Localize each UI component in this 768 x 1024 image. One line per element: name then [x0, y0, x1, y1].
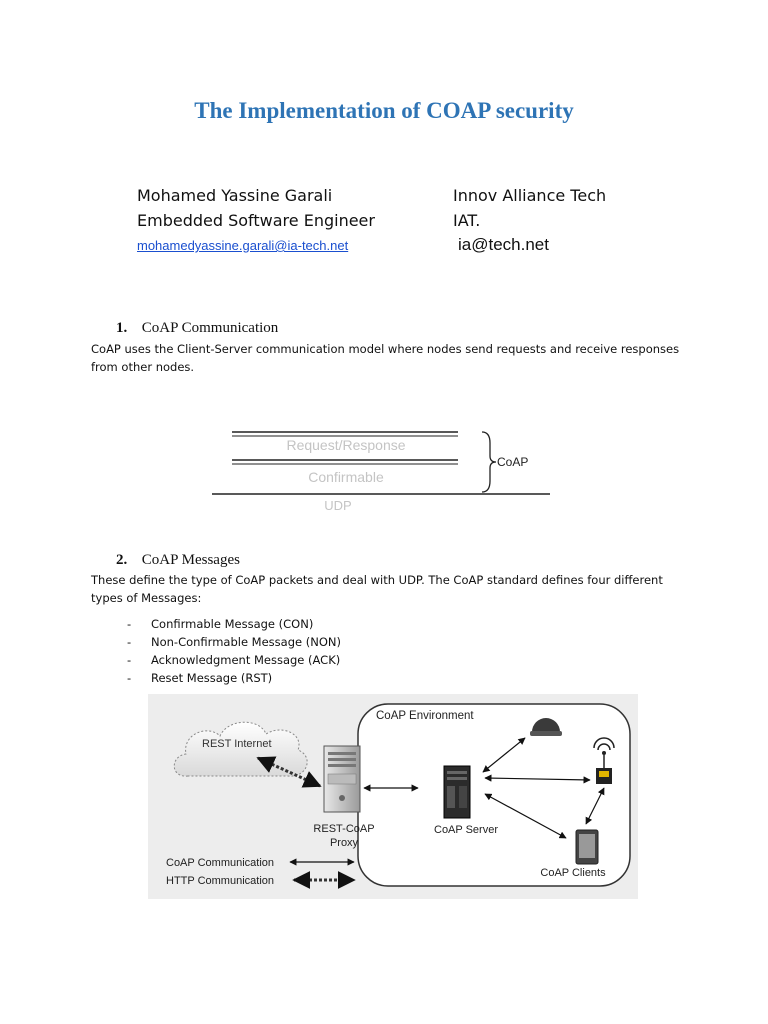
coap-stack-figure [210, 410, 555, 530]
legend-coap-label: CoAP Communication [166, 857, 275, 869]
legend-http-label: HTTP Communication [166, 875, 274, 887]
list-item [127, 651, 341, 669]
layer-udp: UDP [324, 498, 352, 513]
list-bullet: - [127, 671, 132, 685]
list-item [127, 669, 341, 687]
list-item-rst: Reset Message (RST) [151, 671, 273, 685]
rest-internet-label: REST Internet [202, 738, 272, 750]
organization-short: IAT. [453, 211, 481, 230]
list-bullet: - [127, 653, 132, 667]
list-bullet: - [127, 617, 132, 631]
tablet-client-icon [576, 830, 598, 864]
list-item-con: Confirmable Message (CON) [151, 617, 314, 631]
section-1-number: 1. [116, 320, 128, 336]
list-bullet: - [127, 635, 132, 649]
coap-clients-label: CoAP Clients [540, 867, 606, 879]
organization-email: ia@tech.net [458, 235, 549, 254]
list-item [127, 615, 341, 633]
author-role: Embedded Software Engineer [137, 211, 375, 230]
author-name: Mohamed Yassine Garali [137, 186, 333, 205]
section-1-body: CoAP uses the Client-Server communication model where nodes send requests and receive responses from other nodes. [91, 342, 680, 374]
section-1-heading [116, 320, 278, 337]
section-1-title: CoAP Communication [141, 320, 279, 336]
document-title: The Implementation of COAP security [194, 98, 574, 123]
layer-request-response: Request/Response [286, 437, 406, 453]
list-item-ack: Acknowledgment Message (ACK) [151, 653, 341, 667]
layer-messages: Confirmable [308, 469, 384, 485]
section-2-body: These define the type of CoAP packets and deal with UDP. The CoAP standard defines four different types of Messages: [91, 573, 663, 605]
section-2-title: CoAP Messages [141, 552, 240, 568]
coap-server-icon [444, 766, 470, 818]
coap-server-label: CoAP Server [434, 824, 498, 836]
proxy-server-icon [324, 746, 360, 812]
author-email-link[interactable]: mohamedyassine.garali@ia-tech.net [137, 238, 349, 253]
section-2-number: 2. [116, 552, 128, 568]
list-item-non: Non-Confirmable Message (NON) [151, 635, 341, 649]
coap-architecture-diagram [148, 694, 638, 899]
list-item [127, 633, 341, 651]
message-type-list [127, 615, 341, 687]
coap-brace-label: CoAP [497, 455, 529, 469]
proxy-label-line-2: Proxy [329, 837, 359, 849]
proxy-label-line-1: REST-CoAP [313, 823, 375, 835]
section-2-heading [116, 552, 240, 569]
organization-name: Innov Alliance Tech [453, 186, 607, 205]
coap-environment-label: CoAP Environment [376, 710, 474, 722]
